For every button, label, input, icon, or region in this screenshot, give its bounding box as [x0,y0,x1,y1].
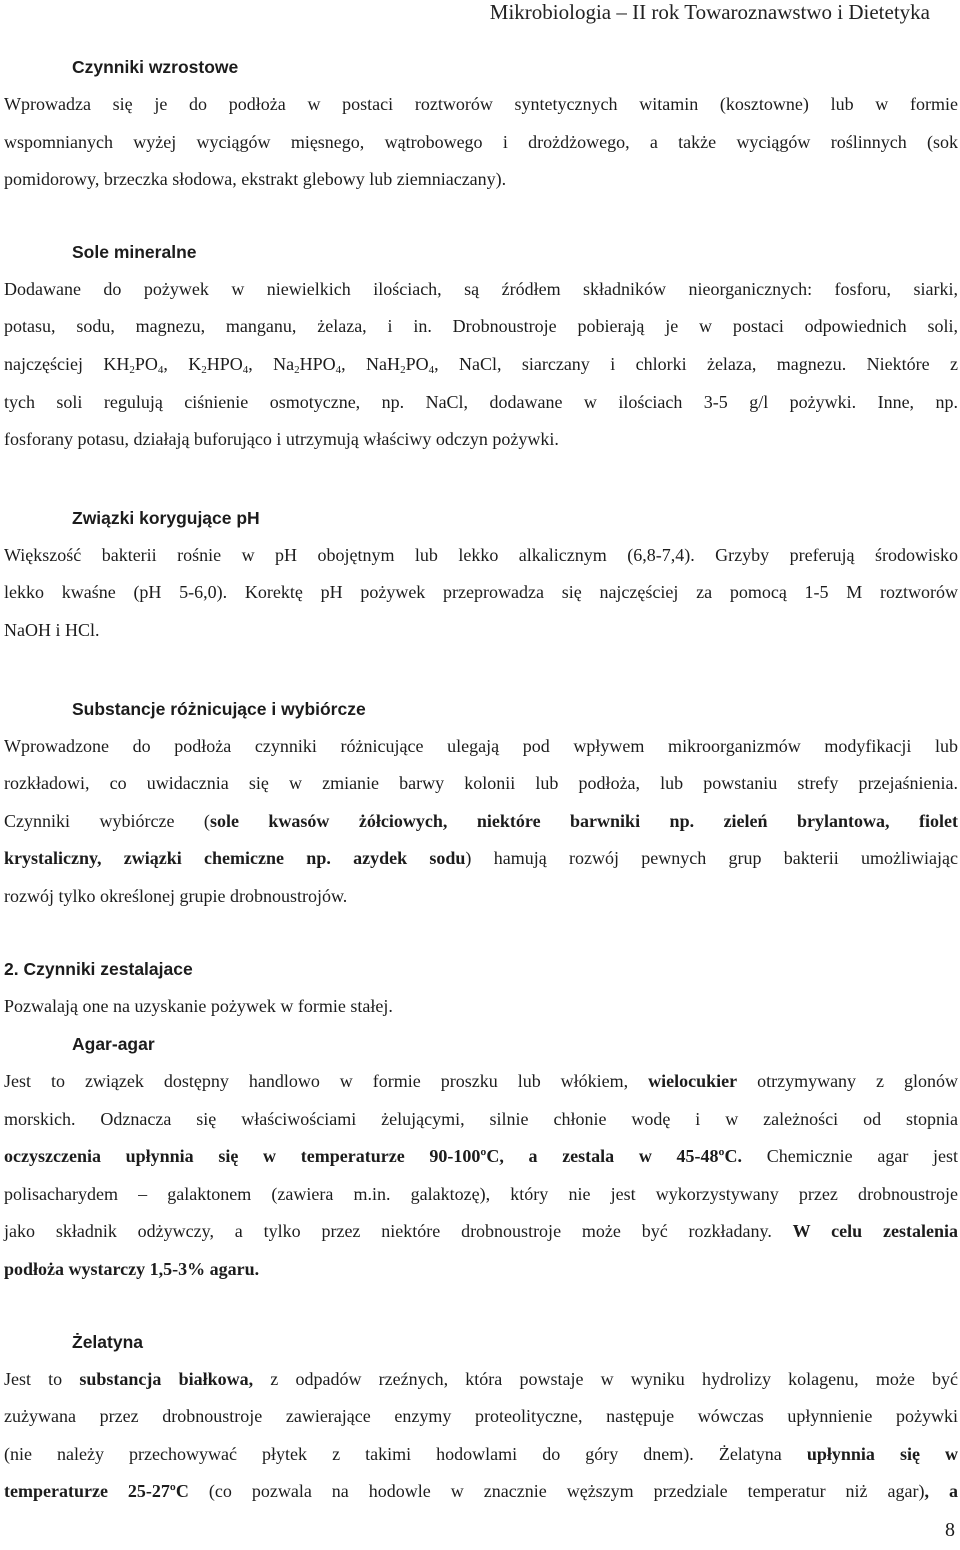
page-header: Mikrobiologia – II rok Towaroznawstwo i Dietetyka [489,0,930,24]
paragraph-czynniki-wzrostowe [4,86,958,199]
text-line: potasu, sodu, magnezu, manganu, żelaza, i in. Drobnoustroje pobierają je w postaci odpowiednich soli, [4,316,958,337]
text-line: tych soli regulują ciśnienie osmotyczne, np. NaCl, dodawane w ilościach 3-5 g/l pożywki. Inne, np. [4,391,958,412]
section-heading-zelatyna: Żelatyna [72,1331,143,1352]
paragraph-czynniki-zestalajace [4,988,958,1026]
paragraph-sole-mineralne [4,271,958,459]
section-heading-agar-agar: Agar-agar [72,1034,155,1055]
text-line: oczyszczenia upłynnia się w temperaturze 90-100ºC, a zestala w 45-48ºC. Chemicznie agar jest [4,1146,959,1167]
section-heading-czynniki-wzrostowe: Czynniki wzrostowe [72,57,239,77]
text-line: pomidorowy, brzeczka słodowa, ekstrakt glebowy lub ziemniaczany). [4,169,507,190]
text-line: polisacharydem – galaktonem (zawiera m.in. galaktozę), który nie jest wykorzystywany przez drobnoustroje [4,1183,958,1204]
text-line: Jest to związek dostępny handlowo w formie proszku lub włókiem, wielocukier otrzymywany z glonów [4,1071,958,1092]
text-line: Wprowadzone do podłoża czynniki różnicujące ulegają pod wpływem mikroorganizmów modyfikacji lub [4,735,958,756]
document-body [4,48,958,1511]
text-line: Jest to substancja białkowa, z odpadów rzeźnych, która powstaje w wyniku hydrolizy kolagenu, może być [4,1368,958,1389]
text-line: Dodawane do pożywek w niewielkich ilościach, są źródłem składników nieorganicznych: fosforu, siarki, [4,278,958,299]
text-line-formulas: najczęściej $KH_2PO_4$, $K_2HPO_4$, $Na_2HPO_4$, $NaH_2PO_4$, NaCl, siarczany i chlorki żelaza, magnezu. Niektóre z [4,353,958,376]
page-number: 8 [945,1519,955,1541]
text-line: temperaturze 25-27ºC (co pozwala na hodowle w znacznie węższym przedziale temperatur niż agar), a [4,1481,959,1502]
text-line: Czynniki wybiórcze (sole kwasów żółciowych, niektóre barwniki np. zieleń brylantowa, fiolet [4,810,959,831]
text-line: NaOH i HCl. [4,619,100,640]
text-line: krystaliczny, związki chemiczne np. azydek sodu) hamują rozwój pewnych grup bakterii umożliwiając [4,848,958,869]
paragraph-zelatyna [4,1361,958,1511]
text-line: jako składnik odżywczy, a tylko przez niektóre drobnoustroje może być rozkładany. W celu zestalenia [4,1221,958,1242]
paragraph-agar-agar [4,1063,958,1289]
text-line: lekko kwaśne (pH 5-6,0). Korektę pH pożywek przeprowadza się najczęściej za pomocą 1-5 M roztworów [4,582,958,603]
text-line: Pozwalają one na uzyskanie pożywek w formie stałej. [4,995,393,1016]
text-line: wspomnianych wyżej wyciągów mięsnego, wątrobowego i drożdżowego, a także wyciągów roślinnych (sok [4,131,958,152]
text-line: rozwój tylko określonej grupie drobnoustrojów. [4,885,348,906]
text-line: Większość bakterii rośnie w pH obojętnym lub lekko alkalicznym (6,8-7,4). Grzyby preferują środowisko [4,544,958,565]
text-line: (nie należy przechowywać płytek z takimi hodowlami do góry dnem). Żelatyna upłynnia się w [4,1443,958,1464]
paragraph-zwiazki-korygujace-ph [4,537,958,650]
section-heading-zwiazki-korygujace-ph: Związki korygujące pH [72,507,260,528]
section-heading-sole-mineralne: Sole mineralne [72,241,197,262]
text-line: podłoża wystarczy 1,5-3% agaru. [4,1259,260,1280]
text-line: fosforany potasu, działają buforująco i utrzymują właściwy odczyn pożywki. [4,429,559,450]
text-line: zużywana przez drobnoustroje zawierające enzymy proteolityczne, następuje wówczas upłynnienie pożywki [4,1406,958,1427]
text-line: morskich. Odznacza się właściwościami żelującymi, silnie chłonie wodę i w zależności od stopnia [4,1108,958,1129]
text-line: Wprowadza się je do podłoża w postaci roztworów syntetycznych witamin (kosztowne) lub w formie [4,94,958,114]
paragraph-substancje-roznicujace [4,728,958,916]
section-heading-czynniki-zestalajace: 2. Czynniki zestalajace [4,958,193,979]
section-heading-substancje-roznicujace: Substancje różnicujące i wybiórcze [72,698,366,719]
text-line: rozkładowi, co uwidacznia się w zmianie barwy kolonii lub podłoża, lub powstaniu strefy przejaśnienia. [4,773,958,794]
